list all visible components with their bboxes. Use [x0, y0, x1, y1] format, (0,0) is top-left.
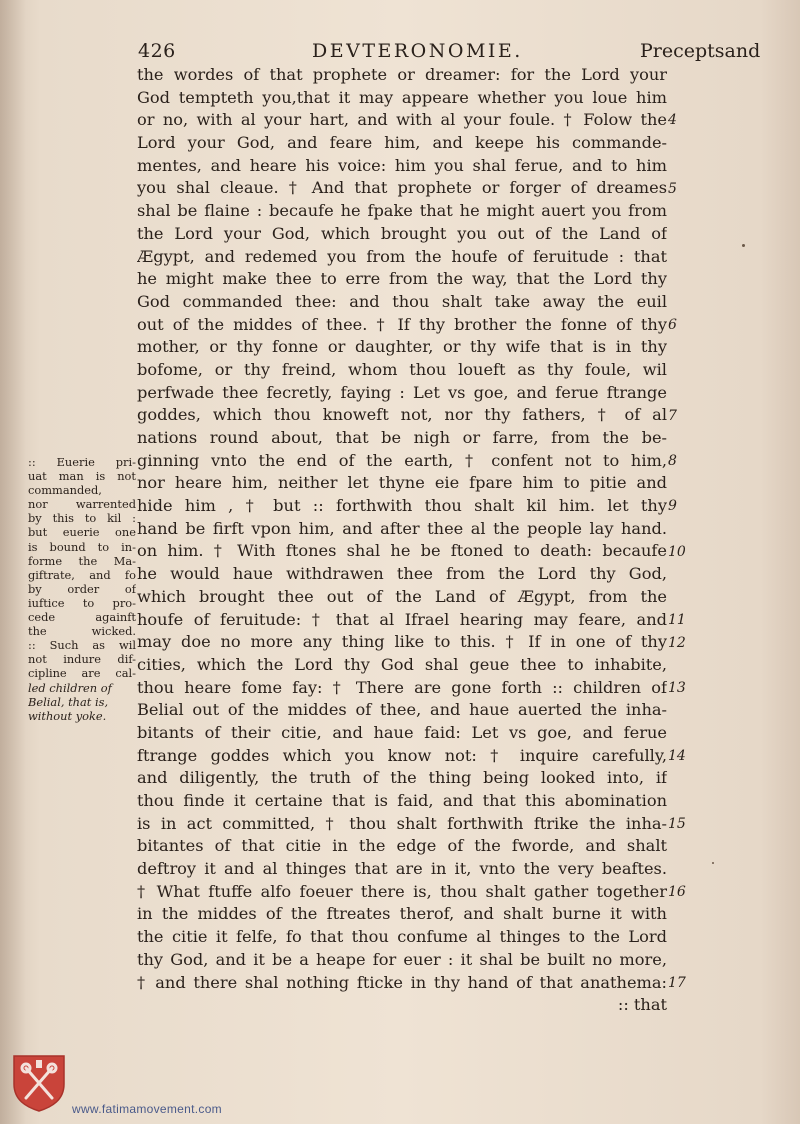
margin-note-line: nor warrented [28, 497, 136, 512]
margin-note-line: iuftice to pro- [28, 595, 136, 610]
text-line: on him. † With ftones shal he be ftoned to death: becaufe [137, 541, 667, 561]
verse-number: 6 [668, 316, 677, 333]
text-line: :: that [617, 995, 667, 1015]
margin-annotation [28, 455, 136, 723]
margin-note-line: uat man is not [28, 469, 136, 484]
text-line: † and there shal nothing fticke in thy hand of that anathema: [137, 972, 667, 992]
binding-shadow [0, 0, 26, 1124]
book-title: DEVTERONOMIE. [312, 40, 523, 62]
text-line: thou heare fome fay: † There are gone forth :: children of [137, 677, 667, 697]
margin-note-line: by this to kil : [28, 511, 136, 526]
text-line: or no, with al your hart, and with al your foule. † Folow the [137, 110, 667, 130]
fatima-movement-logo[interactable] [12, 1054, 66, 1112]
verse-number: 17 [668, 975, 686, 991]
text-line: the citie it felfe, fo that thou confume al thinges to the Lord [137, 927, 667, 947]
text-line: you shal cleaue. † And that prophete or forger of dreames [137, 178, 667, 198]
verse-number: 8 [668, 452, 677, 469]
verse-number: 12 [668, 634, 686, 651]
text-line: in the middes of the ftreates therof, and shalt burne it with [137, 904, 667, 924]
text-line: God commanded thee: and thou shalt take away the euil [137, 291, 667, 311]
verse-number: 15 [668, 816, 686, 833]
text-line: thy God, and it be a heape for euer : it shal be built no more, [137, 949, 667, 969]
margin-note-line: led children of [28, 680, 112, 695]
verse-number: 11 [668, 611, 686, 628]
verse-number: 9 [668, 498, 677, 515]
margin-note-line: :: Euerie pri- [28, 455, 136, 469]
margin-note-line: forme the Ma- [28, 553, 136, 568]
text-line: deftroy it and al thinges that are in it, vnto the very beaftes. [137, 859, 667, 879]
margin-note-line: cipline are cal- [28, 666, 136, 681]
margin-note-line: without yoke. [28, 708, 107, 723]
margin-note-line: not indure dif- [28, 652, 136, 667]
text-line: he would haue withdrawen thee from the Lord thy God, [137, 564, 667, 584]
text-line: perfwade thee fecretly, faying : Let vs goe, and ferue ftrange [137, 382, 667, 402]
text-line: Belial out of the middes of thee, and haue auerted the inha- [137, 700, 667, 720]
verse-number: 7 [668, 407, 677, 424]
margin-note-line: :: Such as wil [28, 638, 136, 653]
text-line: he might make thee to erre from the way, that the Lord thy [137, 269, 667, 289]
paper-speck [742, 244, 745, 247]
text-line: goddes, which thou knoweft not, nor thy fathers, † of al [137, 405, 667, 425]
margin-note-line: but euerie one [28, 525, 136, 540]
text-line: mother, or thy fonne or daughter, or thy wife that is in thy [137, 337, 667, 357]
text-line: out of the middes of thee. † If thy brother the fonne of thy [137, 314, 667, 334]
text-line: bitantes of that citie in the edge of the fworde, and shalt [137, 836, 667, 856]
text-line: bitants of their citie, and haue faid: Let vs goe, and ferue [137, 722, 667, 742]
verse-number: 5 [668, 180, 677, 197]
text-line: is in act committed, † thou shalt forthwith ftrike the inha- [137, 813, 667, 833]
text-line: which brought thee out of the Land of Ægypt, from the [137, 586, 667, 606]
text-line: God tempteth you,that it may appeare whether you loue him [137, 87, 667, 107]
text-line: Ægypt, and redemed you from the houfe of feruitude : that [137, 246, 667, 266]
margin-note-line: commanded, [28, 483, 102, 498]
body-text [137, 64, 667, 1017]
text-line: ginning vnto the end of the earth, † confent not to him, [137, 450, 667, 470]
text-line: houfe of feruitude: † that al Ifrael hearing may feare, and [137, 609, 667, 629]
text-line: the Lord your God, which brought you out of the Land of [137, 223, 667, 243]
text-line: shal be flaine : becaufe he fpake that he might auert you from [137, 201, 667, 221]
text-line: Lord your God, and feare him, and keepe his commande- [137, 133, 667, 153]
text-line: and diligently, the truth of the thing being looked into, if [137, 768, 667, 788]
verse-number: 16 [668, 884, 686, 901]
margin-note-line: the wicked. [28, 624, 136, 639]
text-line: hide him , † but :: forthwith thou shalt kil him. let thy [137, 496, 667, 516]
text-line: ftrange goddes which you know not: † inquire carefully, [137, 745, 667, 765]
text-line: nor heare him, neither let thyne eie fpare him to pitie and [137, 473, 667, 493]
verse-number: 13 [668, 679, 686, 696]
text-line: hand be firft vpon him, and after thee al the people lay hand. [137, 518, 667, 538]
margin-note-line: giftrate, and fo [28, 567, 136, 582]
text-line: nations round about, that be nigh or farre, from the be- [137, 428, 667, 447]
margin-note-line: by order of [28, 581, 136, 596]
text-line: mentes, and heare his voice: him you shal ferue, and to him [137, 155, 667, 175]
text-line: † What ftuffe alfo foeuer there is, thou shalt gather together [137, 881, 667, 901]
text-line: thou finde it certaine that is faid, and that this abomination [137, 791, 667, 810]
paper-speck [712, 862, 714, 864]
text-line: the wordes of that prophete or dreamer: for the Lord your [137, 65, 667, 84]
verse-number: 10 [668, 543, 686, 560]
verse-number: 14 [668, 748, 686, 764]
margin-note-line: cede againft [28, 610, 136, 625]
page-number: 426 [138, 40, 176, 62]
text-line: may doe no more any thing like to this. † If in one of thy [137, 632, 667, 652]
running-head: Preceptsand [640, 40, 761, 62]
margin-note-line: Belial, that is, [28, 694, 109, 709]
verse-number: 4 [668, 112, 677, 129]
margin-note-line: is bound to in- [28, 539, 136, 554]
text-line: cities, which the Lord thy God shal geue thee to inhabite, [137, 654, 667, 674]
watermark-url[interactable]: www.fatimamovement.com [72, 1102, 222, 1116]
text-line: bofome, or thy freind, whom thou loueft as thy foule, wil [137, 359, 667, 379]
